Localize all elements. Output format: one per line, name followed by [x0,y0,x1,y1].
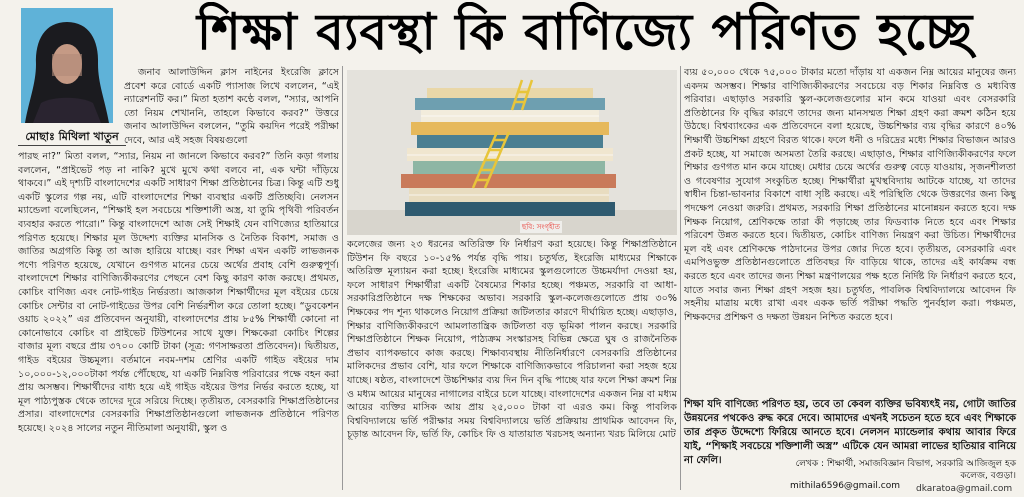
author-email[interactable]: mithila6596@gmail.com [790,481,900,491]
article-photo [347,70,677,235]
photo-credit: ছবি: সংগৃহীত [522,223,560,231]
closing-paragraph: শিক্ষা যদি বাণিজ্যে পরিণত হয়, তবে তা কেবল ব্যক্তির ভবিষ্যৎই নয়, গোটা জাতির উন্নয়নের পথকেও রুদ্ধ করে দেবে। আমাদের এখনই সচেতন হতে হবে এবং শিক্ষাকে তার প্রকৃত উদ্দেশ্যে ফিরিয়ে আনতে হবে। নেলসন ম্যান্ডেলার কথায় আবার ফিরে যাই, “শিক্ষাই সবচেয়ে শক্তিশালী অস্ত্র” এটিকে যেন আমরা লাভের হাতিয়ার বানিয়ে না ফেলি। [684,399,1016,466]
headline: শিক্ষা ব্যবস্থা কি বাণিজ্যে পরিণত হচ্ছে [196,3,974,61]
divider [18,145,126,146]
author-byline: লেখক : শিক্ষার্থী, সমাজবিজ্ঞান বিভাগ, সরকারি আজিজুল হক কলেজ, বগুড়া। [795,459,1016,481]
column-divider [680,66,681,490]
author-name: মোছাঃ মিথিলা খাতুন [25,130,119,143]
article-column-3 [684,66,1016,394]
author-photo [21,8,113,123]
article-column-1 [18,150,339,490]
article-column-1-top [124,66,339,156]
paragraph: ব্যয় ৫০,০০০ থেকে ৭৫,০০০ টাকার মতো দাঁড়ায় যা একজন নিম্ন আয়ের মানুষের জন্য একদম অসম্ভব। শিক্ষার বাণিজ্যিকীকরণের সবচেয়ে বড় শিকার নিম্নবিত্ত ও মধ্যবিত্ত পরিবার। এছাড়াও সরকারি স্কুল-কলেজগুলোর মান কমে যাওয়া এবং বেসরকারি প্রতিষ্ঠানের ফি বৃদ্ধির কারণে তাদের জন্য মানসম্মত শিক্ষা গ্রহণ করা ক্রমশ কঠিন হয়ে উঠছে। বিশ্বব্যাংকের এক প্রতিবেদনে বলা হয়েছে, উচ্চশিক্ষার ব্যয় বৃদ্ধির কারণে ৪০% শিক্ষার্থী উচ্চশিক্ষা গ্রহণে বিরত থাকে। ফলে ধনী ও দরিদ্রের মধ্যে শিক্ষার বিভাজন আরও প্রকট হচ্ছে, যা সমাজে অসমতা তৈরি করছে। এছাড়াও, শিক্ষার বাণিজ্যিকীকরণের ফলে শিক্ষার গুণগত মান কমে যাচ্ছে। মেধার চেয়ে অর্থের গুরুত্ব বেড়ে যাওয়ায়, সৃজনশীলতা ও গবেষণার সুযোগ সংকুচিত হচ্ছে। শিক্ষার্থীরা মুখস্থবিদ্যায় আটকে যাচ্ছে, যা তাদের স্বাধীন চিন্তা-ভাবনার বিকাশে বাধা সৃষ্টি করছে। এই পরিস্থিতি থেকে উত্তরণের জন্য কিছু পদক্ষেপ নেওয়া জরুরি। প্রথমত, সরকারি শিক্ষা প্রতিষ্ঠানের মানোন্নয়ন করতে হবে। দক্ষ শিক্ষক নিয়োগ, শ্রেণিকক্ষে তারা কী পড়াচ্ছে তার ফিডব্যাক নিতে হবে এবং শিক্ষার পরিবেশ উন্নত করতে হবে। দ্বিতীয়ত, কোচিং বাণিজ্য নিয়ন্ত্রণ করা উচিত। শিক্ষার্থীদের মূল বই এবং শ্রেণিকক্ষে পাঠদানের উপর জোর দিতে হবে। তৃতীয়ত, বেসরকারি এবং এমপিওভুক্ত প্রতিষ্ঠানগুলোতে প্রতিবছর ফি বাড়িয়ে থাকে, তাদের এই কার্যক্রম বন্ধ করতে হবে এবং তাদের জন্য শিক্ষা মন্ত্রণালয়ের পক্ষ হতে নির্দিষ্ট ফি নির্ধারণ করতে হবে, যাতে সবার জন্য শিক্ষা গ্রহণ সহজ হয়। চতুর্থত, পাবলিক বিশ্ববিদ্যালয়ে আবেদন ফি সহনীয় মাত্রায় মধ্যে রাখা এবং একক ভর্তি পরীক্ষা পদ্ধতি পুনর্বহাল করা। পঞ্চমত, শিক্ষকদের প্রশিক্ষণ ও দক্ষতা উন্নয়ন নিশ্চিত করতে হবে। [684,67,1016,323]
footer-email[interactable]: dkaratoa@gmail.com [916,484,1013,494]
article-column-2 [347,238,677,490]
column-divider [342,66,343,490]
paragraph: কলেজের জন্য ২৩ ধরনের অতিরিক্ত ফি নির্ধারণ করা হয়েছে। কিন্তু শিক্ষাপ্রতিষ্ঠানে টিউশন ফি বছরে ১০-১৫% পর্যন্ত বৃদ্ধি পায়। চতুর্থত, ইংরেজি মাধ্যমের শিক্ষাকে অতিরিক্ত মূল্যায়ন করা হচ্ছে। ইংরেজি মাধ্যমের স্কুলগুলোতে উচ্চমর্যাদা দেওয়া হয়, ফলে সাধারণ শিক্ষার্থীরা একটি বৈষম্যের শিকার হচ্ছে। পঞ্চমত, সরকারি বা আধা-সরকারিপ্রতিষ্ঠানে দক্ষ শিক্ষকের অভাব। সরকারি স্কুল-কলেজগুলোতে প্রায় ৩০% শিক্ষকের পদ শূন্য থাকলেও নিয়োগ প্রক্রিয়া জটিলতার কারণে দীর্ঘায়িত হচ্ছে। এছাড়াও, শিক্ষার বাণিজ্যিকীকরণে আমলাতান্ত্রিক জটিলতা বড় ভূমিকা পালন করছে। সরকারি শিক্ষাপ্রতিষ্ঠানে শিক্ষক নিয়োগ, পাঠ্যক্রম সংস্কারসহ বিভিন্ন ক্ষেত্রে ঘুষ ও রাজনৈতিক প্রভাব ব্যাপকভাবে কাজ করছে। শিক্ষাব্যবস্থায় নীতিনির্ধারণে বেসরকারি প্রতিষ্ঠানের মালিকদের প্রভাব বেশি, যার ফলে শিক্ষাকে বাণিজ্যিকভাবে পরিচালনা করা সহজ হয়ে যাচ্ছে। ষষ্ঠত, বাংলাদেশে উচ্চশিক্ষার ব্যয় দিন দিন বৃদ্ধি পাচ্ছে যার ফলে শিক্ষা ক্রমশ নিম্ন ও মধ্যম আয়ের মানুষের নাগালের বাইরে চলে যাচ্ছে। বাংলাদেশের একজন নিম্ন বা মধ্যম আয়ের ব্যক্তির মাসিক আয় প্রায় ২৫,০০০ টাকা বা এরও কম। কিন্তু পাবলিক বিশ্ববিদ্যালয়ে ভর্তি পরীক্ষার সময় বিশ্ববিদ্যালয়ে ভর্তি প্রক্রিয়ায় প্রাথমিক আবেদন ফি, চূড়ান্ত আবেদন ফি, ভর্তি ফি, কোচিং ফি ও যাতায়াত খরচসহ অন্যান্য খরচ মিলিয়ে মোট [347,239,677,441]
paragraph: পারছ না?” মিতা বলল, “স্যার, নিয়ম না জানলে কিভাবে করব?” তিনি কড়া গলায় বললেন, “প্রাইভেট পড় না নাকি? মুখে মুখে কথা বলবে না, এক ঘন্টা দাঁড়িয়ে থাকবে।” এই দৃশ্যটি বাংলাদেশের একটি সাধারণ শিক্ষা প্রতিষ্ঠানের চিত্র। কিন্তু এটি শুধু একটি স্কুলের গল্প নয়, এটি বাংলাদেশের শিক্ষা ব্যবস্থার একটি প্রতিচ্ছবি। নেলসন ম্যান্ডেলা বলেছিলেন, “শিক্ষাই হল সবচেয়ে শক্তিশালী অস্ত্র, যা তুমি পৃথিবী পরিবর্তন ব্যবহার করতে পারো।” কিন্তু বাংলাদেশে আজ সেই শিক্ষাই যেন বাণিজ্যের হাতিয়ারে পরিণত হয়েছে। শিক্ষার মূল উদ্দেশ্য ব্যক্তির মানসিক ও নৈতিক বিকাশ, সমাজ ও জাতির অগ্রগতি কিন্তু তা আজ হারিয়ে যাচ্ছে। বরং শিক্ষা এখন একটি লাভজনক পণ্যে পরিণত হয়েছে, যেখানে গুণগত মানের চেয়ে অর্থের প্রবাহ বেশি গুরুত্বপূর্ণ। বাংলাদেশে শিক্ষার বাণিজ্যিকীকরণের পেছনে বেশ কিছু কারণ কাজ করছে। প্রথমত, কোচিং বাণিজ্য এবং নোট-গাইড নির্ভরতা। আজকাল শিক্ষার্থীদের মূল বইয়ের চেয়ে কোচিং সেন্টার বা নোট-গাইডের উপর বেশি নির্ভরশীল করে তোলা হচ্ছে। “ডুবকেশন ওয়াচ ২০২২” এর প্রতিবেদন অনুযায়ী, বাংলাদেশের প্রায় ৮৫% শিক্ষার্থী কোনো না কোনোভাবে কোচিং বা প্রাইভেট টিউশনের সাথে যুক্ত। শিক্ষকেরা কোচিং শিল্পের বাজার মূল্য বছরে প্রায় ৩৭০০ কোটি টাকা (সূত্র: গণসাক্ষরতা প্রতিবেদন)। দ্বিতীয়ত, গাইড বইয়ের উচ্চমূল্য। বর্তমানে নবম-দশম শ্রেণির একটি গাইড বইয়ের দাম ১০,০০০-১২,০০০টাকা পর্যন্ত পৌঁছেছে, যা একটি নিম্নবিত্ত পরিবারের পক্ষে বহন করা প্রায় অসম্ভব। শিক্ষার্থীদের বাধ্য হয়ে এই গাইড বইয়ের উপর নির্ভর করতে হচ্ছে, যা মূল পাঠ্যপুস্তক থেকে তাদের দূরে সরিয়ে দিচ্ছে। তৃতীয়ত, বেসরকারি শিক্ষাপ্রতিষ্ঠানের প্রসার। বাংলাদেশের বেসরকারি শিক্ষাপ্রতিষ্ঠানগুলো লাভজনক প্রতিষ্ঠানে পরিণত হয়েছে। ২০২৪ সালের নতুন নীতিমালা অনুযায়ী, স্কুল ও [18,151,339,434]
paragraph: জনাব আলাউদ্দিন ক্লাস নাইনের ইংরেজি ক্লাসে প্রবেশ করে বোর্ডে একটি প্যাসাজ লিখে বললেন, “এই ন্যারেশনটি কর।” মিতা হতাশ কণ্ঠে বলল, “স্যার, আপনি তো নিয়ম শেখাননি, তাহলে কিভাবে করব?” উত্তরে জনাব আলাউদ্দিন বললেন, “তুমি কয়দিন পরেই পরীক্ষা দেবে, আর এই সহজ বিষয়গুলো [124,67,339,146]
